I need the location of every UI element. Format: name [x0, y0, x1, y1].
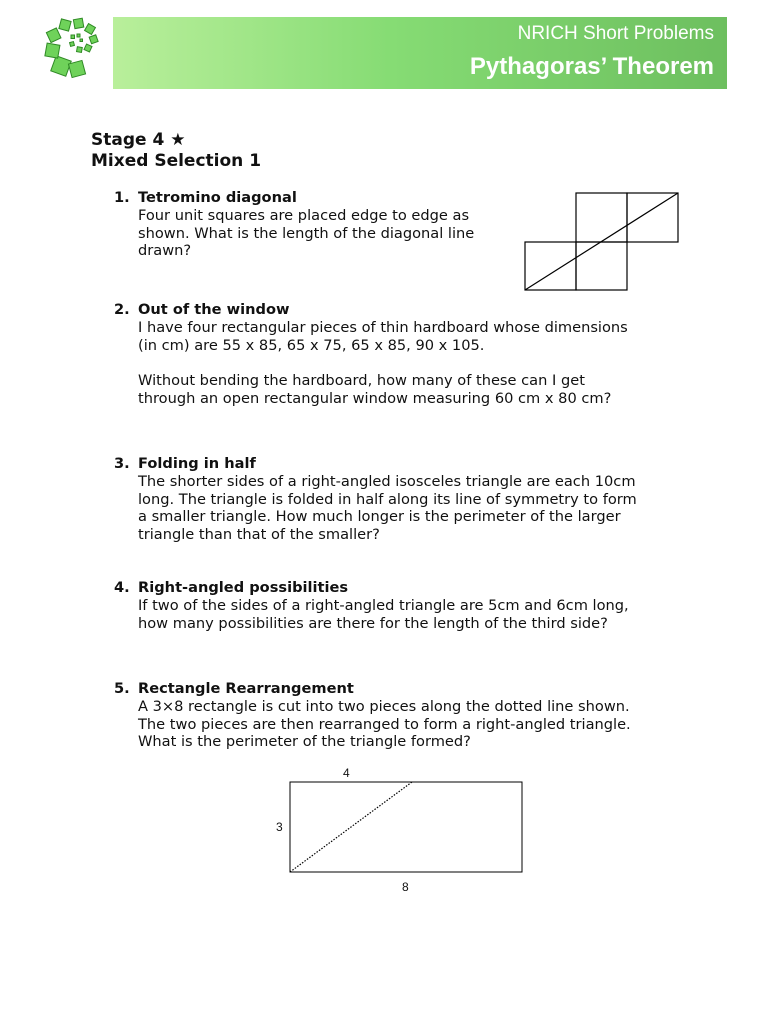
- problem-title: Tetromino diagonal: [138, 189, 297, 206]
- rectangle-diagram: [288, 780, 526, 876]
- topic-title: Pythagoras’ Theorem: [469, 53, 714, 80]
- stage-label: Stage 4 ★: [91, 130, 186, 150]
- top-length-label: 4: [343, 766, 350, 780]
- problem-number: 1.: [114, 189, 130, 206]
- problem-number: 2.: [114, 301, 130, 318]
- problem-text: A 3×8 rectangle is cut into two pieces along the dotted line shown. The two pieces are then rearranged to form a right-angled triangle. What is the perimeter of the triangle formed?: [138, 697, 631, 751]
- header-banner: [113, 17, 727, 89]
- side-length-label: 3: [276, 820, 283, 834]
- problem-title: Folding in half: [138, 455, 256, 472]
- problem-number: 4.: [114, 579, 130, 596]
- problem-title: Out of the window: [138, 301, 290, 318]
- problem-text: Four unit squares are placed edge to edge as shown. What is the length of the diagonal line drawn?: [138, 206, 475, 260]
- tetromino-diagram: [522, 191, 682, 293]
- problem-title: Rectangle Rearrangement: [138, 680, 354, 697]
- problem-number: 3.: [114, 455, 130, 472]
- stage-heading: [91, 130, 261, 172]
- nrich-spiral-logo: [40, 14, 112, 86]
- problem-text: I have four rectangular pieces of thin hardboard whose dimensions (in cm) are 55 x 85, 65 x 75, 65 x 85, 90 x 105. Without bending the hardboard, how many of these can I get through an open rectangular window measuring 60 cm x 80 cm?: [138, 318, 628, 407]
- selection-label: Mixed Selection 1: [91, 151, 262, 171]
- problem-title: Right-angled possibilities: [138, 579, 349, 596]
- problem-number: 5.: [114, 680, 130, 697]
- series-title: NRICH Short Problems: [517, 23, 714, 44]
- problem-text: The shorter sides of a right-angled isosceles triangle are each 10cm long. The triangle is folded in half along its line of symmetry to form a smaller triangle. How much longer is the perimeter of the larger triangle than that of the smaller?: [138, 472, 637, 544]
- problem-text: If two of the sides of a right-angled triangle are 5cm and 6cm long, how many possibilities are there for the length of the third side?: [138, 596, 629, 632]
- bottom-length-label: 8: [402, 880, 409, 894]
